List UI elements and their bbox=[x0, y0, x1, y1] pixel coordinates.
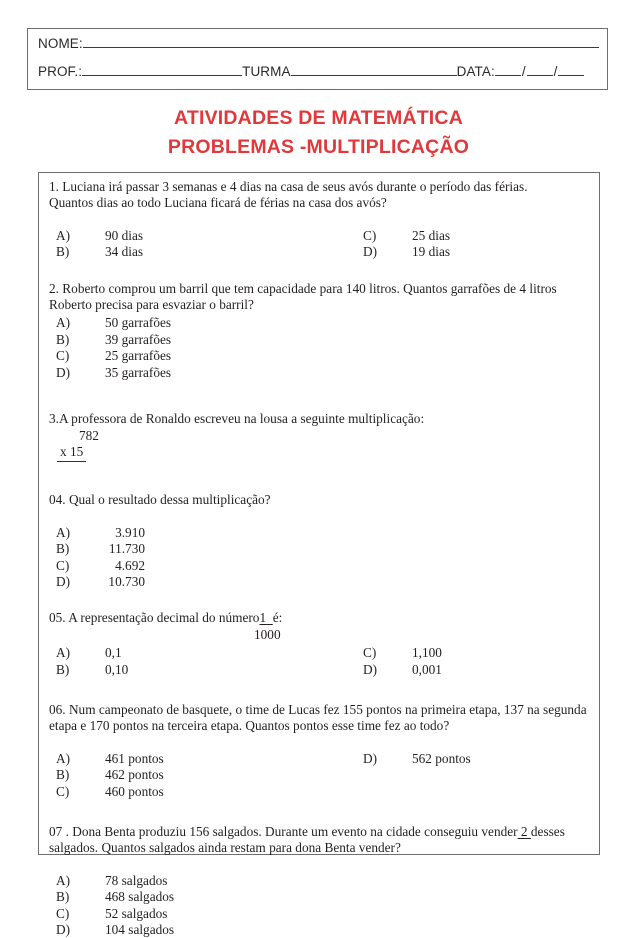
question-7-option-a[interactable] bbox=[49, 873, 589, 889]
question-4-option-c[interactable] bbox=[49, 558, 589, 574]
class-label: TURMA bbox=[242, 64, 291, 79]
question-1-option-a-value: 90 dias bbox=[105, 227, 144, 243]
question-5-option-b-value: 0,10 bbox=[105, 661, 129, 677]
page-title-line-1: ATIVIDADES DE MATEMÁTICA bbox=[174, 107, 463, 129]
question-1-option-c[interactable] bbox=[356, 228, 596, 244]
question-5-stem-prefix: 05. A representação decimal do número bbox=[49, 610, 260, 626]
question-7-option-b[interactable] bbox=[49, 889, 589, 905]
date-month-rule[interactable] bbox=[527, 64, 553, 76]
question-3-multiplication bbox=[49, 428, 589, 462]
name-field-row bbox=[38, 36, 599, 51]
question-6-gap bbox=[49, 735, 589, 749]
question-7-option-c-letter: C) bbox=[56, 905, 70, 921]
date-year-rule[interactable] bbox=[558, 64, 584, 76]
question-3-stem-line-1: 3.A professora de Ronaldo escreveu na lousa a seguinte multiplicação: bbox=[49, 410, 425, 426]
question-7-option-c[interactable] bbox=[49, 906, 589, 922]
question-4-gap bbox=[49, 509, 589, 523]
question-4-option-a[interactable] bbox=[49, 525, 589, 541]
question-4 bbox=[49, 492, 589, 590]
question-1-option-b-letter: B) bbox=[56, 244, 70, 260]
question-1-gap bbox=[49, 212, 589, 226]
date-label: DATA: bbox=[456, 64, 495, 79]
question-5-stem-line-1 bbox=[49, 610, 589, 626]
question-5-fraction-numerator: 1 bbox=[259, 610, 267, 626]
question-4-stem bbox=[49, 492, 589, 508]
gap-q5-q6 bbox=[49, 678, 589, 702]
question-7-stem-line-2: salgados. Quantos salgados ainda restam para dona Benta vender? bbox=[49, 840, 401, 856]
gap-q1-q2 bbox=[49, 261, 589, 281]
question-6-option-c-value: 460 pontos bbox=[105, 783, 164, 799]
question-4-stem-line-1: 04. Qual o resultado dessa multiplicação? bbox=[49, 492, 271, 508]
question-6-option-b-letter: B) bbox=[56, 767, 70, 783]
question-5-options-right bbox=[356, 645, 596, 678]
question-3-factor-bottom: x 15 bbox=[57, 444, 86, 462]
question-5-option-b-letter: B) bbox=[56, 661, 70, 677]
name-input-rule[interactable] bbox=[83, 36, 599, 48]
class-input-rule[interactable] bbox=[291, 64, 457, 76]
date-separator-1: / bbox=[521, 64, 526, 79]
question-4-option-d-letter: D) bbox=[56, 573, 71, 589]
question-3-stem bbox=[49, 411, 589, 427]
question-1-stem bbox=[49, 179, 589, 212]
question-7-option-b-letter: B) bbox=[56, 889, 70, 905]
question-2-option-b[interactable] bbox=[49, 332, 589, 348]
question-7-option-a-letter: A) bbox=[56, 872, 71, 888]
question-4-option-c-value: 4.692 bbox=[115, 557, 145, 573]
question-6-option-a-value: 461 pontos bbox=[105, 750, 164, 766]
question-7-stem-prefix: 07 . Dona Benta produziu 156 salgados. Durante um evento na cidade conseguiu vender bbox=[49, 823, 518, 839]
question-7-stem-line-1 bbox=[49, 824, 589, 840]
question-7-stem-suffix: desses bbox=[530, 823, 565, 839]
question-1-option-d-value: 19 dias bbox=[412, 244, 451, 260]
question-1-stem-line-2: Quantos dias ao todo Luciana ficará de férias na casa dos avós? bbox=[49, 195, 387, 211]
question-2-option-c-value: 25 garrafões bbox=[105, 348, 172, 364]
question-5-option-d[interactable] bbox=[356, 662, 596, 678]
question-6-option-d-value: 562 pontos bbox=[412, 750, 471, 766]
question-7-option-a-value: 78 salgados bbox=[105, 872, 168, 888]
question-6-stem bbox=[49, 702, 589, 735]
question-5-option-d-value: 0,001 bbox=[412, 661, 442, 677]
question-7-option-b-value: 468 salgados bbox=[105, 889, 175, 905]
question-6 bbox=[49, 702, 589, 800]
question-6-option-a-letter: A) bbox=[56, 750, 71, 766]
name-label: NOME: bbox=[38, 36, 83, 51]
question-1-option-d-letter: D) bbox=[363, 244, 378, 260]
question-7-option-d-value: 104 salgados bbox=[105, 921, 175, 937]
question-6-option-b-value: 462 pontos bbox=[105, 767, 164, 783]
question-5-option-d-letter: D) bbox=[363, 661, 378, 677]
question-1-option-a-letter: A) bbox=[56, 227, 71, 243]
question-6-option-b[interactable] bbox=[49, 767, 589, 783]
teacher-input-rule[interactable] bbox=[82, 64, 242, 76]
question-6-stem-line-1: 06. Num campeonato de basquete, o time de Lucas fez 155 pontos na primeira etapa, 137 na segunda bbox=[49, 701, 587, 717]
question-5-option-a-letter: A) bbox=[56, 645, 71, 661]
question-7-stem bbox=[49, 824, 589, 857]
question-7-options bbox=[49, 873, 589, 938]
question-6-option-c-letter: C) bbox=[56, 783, 70, 799]
question-4-option-a-letter: A) bbox=[56, 524, 71, 540]
teacher-label: PROF.: bbox=[38, 64, 83, 79]
question-2-stem bbox=[49, 281, 589, 314]
question-5-option-c-value: 1,100 bbox=[412, 645, 442, 661]
question-5-stem-suffix: é: bbox=[272, 610, 283, 626]
question-6-options bbox=[49, 751, 589, 800]
question-5-option-a-value: 0,1 bbox=[105, 645, 122, 661]
question-5-fraction-gap bbox=[266, 610, 273, 625]
question-4-option-d-value: 10.730 bbox=[108, 573, 145, 589]
question-7-option-c-value: 52 salgados bbox=[105, 905, 168, 921]
question-4-option-b-letter: B) bbox=[56, 541, 70, 557]
gap-q3-q4 bbox=[49, 462, 589, 492]
question-5-options bbox=[49, 645, 589, 678]
question-2-option-a-value: 50 garrafões bbox=[105, 315, 172, 331]
question-2-option-c-letter: C) bbox=[56, 348, 70, 364]
question-7-fraction-numerator: 2 bbox=[520, 823, 528, 839]
date-day-rule[interactable] bbox=[495, 64, 521, 76]
question-4-option-b-value: 11.730 bbox=[108, 541, 145, 557]
question-1-option-c-letter: C) bbox=[363, 227, 377, 243]
question-2-option-d-value: 35 garrafões bbox=[105, 364, 172, 380]
question-5-option-c[interactable] bbox=[356, 645, 596, 661]
question-2-option-d[interactable] bbox=[49, 365, 589, 381]
question-5-fraction-denominator: 1000 bbox=[254, 626, 281, 642]
question-2-option-a[interactable] bbox=[49, 315, 589, 331]
question-1-stem-line-1: 1. Luciana irá passar 3 semanas e 4 dias na casa de seus avós durante o período das férias. bbox=[49, 179, 528, 194]
question-2-option-b-letter: B) bbox=[56, 331, 70, 347]
question-4-option-d[interactable] bbox=[49, 574, 589, 590]
question-2 bbox=[49, 281, 589, 381]
question-2-stem-line-1: 2. Roberto comprou um barril que tem capacidade para 140 litros. Quantos garrafões de 4 litros bbox=[49, 280, 557, 296]
student-identification-box bbox=[27, 28, 608, 90]
gap-q4-q5 bbox=[49, 590, 589, 610]
question-1-options bbox=[49, 228, 589, 261]
question-5 bbox=[49, 610, 589, 678]
question-4-option-c-letter: C) bbox=[56, 557, 70, 573]
question-1-option-c-value: 25 dias bbox=[412, 227, 451, 243]
question-3-factor-top: 782 bbox=[79, 428, 99, 444]
question-4-option-a-value: 3.910 bbox=[115, 524, 145, 540]
gap-q2-q3 bbox=[49, 381, 589, 411]
question-2-option-a-letter: A) bbox=[56, 315, 71, 331]
question-1-option-b-value: 34 dias bbox=[105, 244, 144, 260]
question-1-options-right bbox=[356, 228, 596, 261]
question-7 bbox=[49, 824, 589, 938]
question-2-stem-line-2: Roberto precisa para esvaziar o barril? bbox=[49, 297, 254, 312]
question-1-option-d[interactable] bbox=[356, 244, 596, 260]
question-6-option-d-letter: D) bbox=[363, 750, 378, 766]
question-6-option-d[interactable] bbox=[356, 751, 596, 767]
page-title-line-2: PROBLEMAS -MULTIPLICAÇÃO bbox=[167, 136, 470, 158]
question-6-option-c[interactable] bbox=[49, 784, 589, 800]
question-2-option-d-letter: D) bbox=[56, 364, 71, 380]
question-1 bbox=[49, 179, 589, 261]
title-block bbox=[0, 104, 637, 162]
teacher-class-date-row bbox=[38, 64, 599, 79]
question-6-stem-line-2: etapa e 170 pontos na terceira etapa. Quantos pontos esse time fez ao todo? bbox=[49, 718, 450, 734]
question-3 bbox=[49, 411, 589, 462]
question-5-option-c-letter: C) bbox=[363, 645, 377, 661]
question-2-option-b-value: 39 garrafões bbox=[105, 331, 172, 347]
questions-container bbox=[38, 172, 600, 937]
question-2-option-c[interactable] bbox=[49, 348, 589, 364]
question-7-gap bbox=[49, 857, 589, 871]
question-4-option-b[interactable] bbox=[49, 541, 589, 557]
question-7-option-d[interactable] bbox=[49, 922, 589, 938]
question-2-options bbox=[49, 315, 589, 381]
question-7-fraction-numerator-wrap bbox=[518, 824, 531, 839]
question-5-stem bbox=[49, 610, 589, 643]
date-separator-2: / bbox=[553, 64, 558, 79]
question-7-option-d-letter: D) bbox=[56, 921, 71, 937]
question-4-options bbox=[49, 525, 589, 591]
gap-q6-q7 bbox=[49, 800, 589, 824]
question-6-options-right bbox=[356, 751, 596, 767]
